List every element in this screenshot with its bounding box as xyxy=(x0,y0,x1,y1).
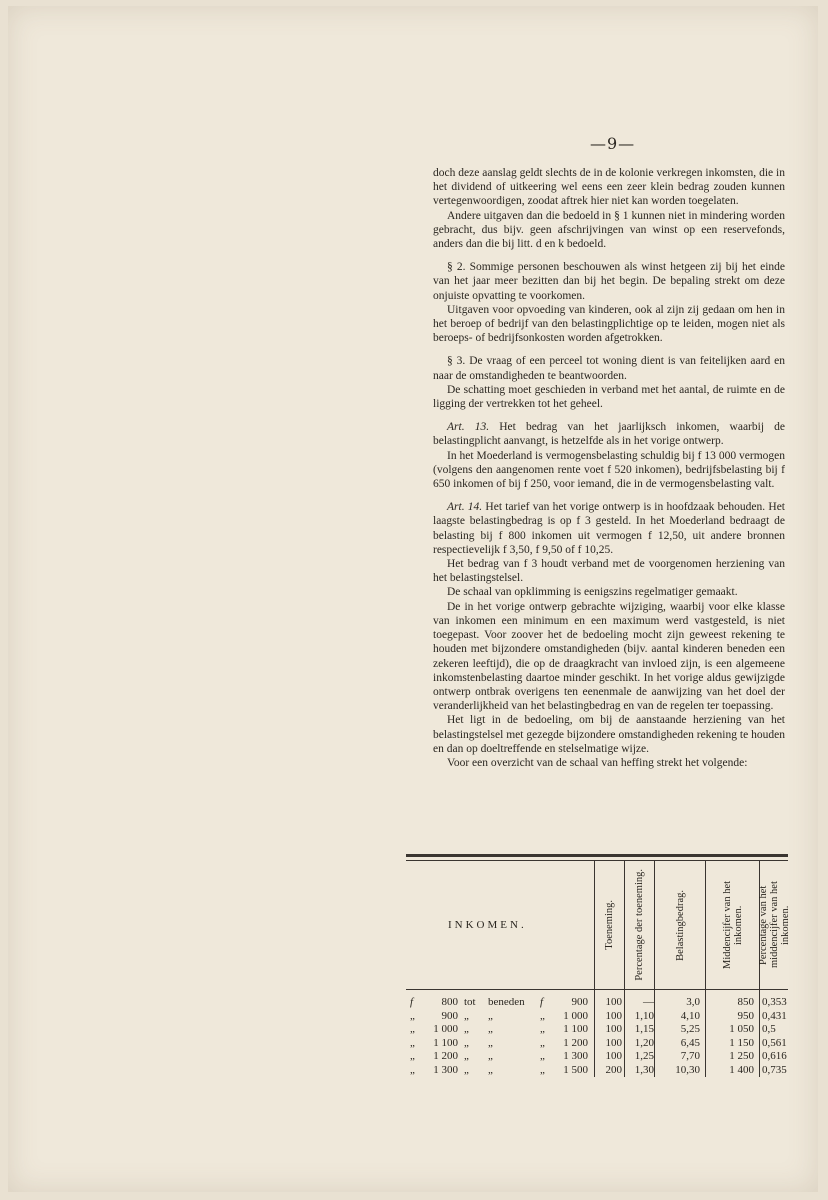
body-text xyxy=(433,166,785,770)
cell-belasting: 5,25 xyxy=(680,1023,700,1035)
paragraph-text: doch deze aanslag geldt slechts de in de kolonie verkregen inkomsten, die in het dividend of uitkeering wel eens een zeer klein bedrag zouden kunnen vertegenwoordigen, zoodat aftrek hier niet kan worden toegelaten. xyxy=(433,167,785,208)
cell-to: 1 300 xyxy=(563,1050,588,1062)
paragraph xyxy=(433,449,785,492)
cell-belasting: 4,10 xyxy=(680,1009,700,1022)
table-row xyxy=(406,1050,788,1064)
cell-pct-midden: 0,616 xyxy=(762,1050,787,1062)
cell-pct-midden: 0,353 xyxy=(762,996,787,1008)
cell-toeneming: 100 xyxy=(605,1009,622,1022)
header-percentage-toeneming: Percentage der toeneming. xyxy=(634,869,645,981)
header-belasting-cell xyxy=(654,861,705,989)
cell-belasting: 3,0 xyxy=(686,996,700,1008)
cell-pct: 1,20 xyxy=(634,1036,654,1049)
page-number: —9— xyxy=(590,134,636,153)
cell-toeneming: 200 xyxy=(605,1063,622,1076)
table-row xyxy=(406,1064,788,1078)
document-page xyxy=(8,6,818,1192)
cell-pct: — xyxy=(643,996,654,1008)
cell-tot: „ xyxy=(464,1023,469,1035)
header-percentage-cell xyxy=(624,861,654,989)
cell-midden: 950 xyxy=(737,1009,754,1022)
cell-toeneming: 100 xyxy=(605,996,622,1008)
cell-from: 800 xyxy=(441,996,458,1008)
header-percentage-middencijfer: Percentage van het middencijfer van het inkomen. xyxy=(758,881,791,969)
cell-from: 1 300 xyxy=(433,1063,458,1076)
cell-midden: 1 250 xyxy=(729,1050,754,1062)
cell-tot: „ xyxy=(464,1009,469,1022)
header-belastingbedrag: Belastingbedrag. xyxy=(674,889,686,961)
paragraph xyxy=(433,500,785,557)
cell-prefix: „ xyxy=(410,1063,415,1076)
cell-to: 1 500 xyxy=(563,1063,588,1076)
cell-pct-midden: 0,431 xyxy=(762,1009,787,1022)
paragraph-text: Andere uitgaven dan die bedoeld in § 1 kunnen niet in mindering worden gebracht, dus bijv. geen afschrijvingen van winst op een reservefonds, anders dan die bij litt. d en k bedoeld. xyxy=(433,209,785,251)
paragraph xyxy=(433,585,785,599)
cell-pct-midden: 0,5 xyxy=(762,1023,776,1035)
cell-cur: „ xyxy=(540,1063,545,1076)
cell-to: 1 100 xyxy=(563,1023,588,1035)
header-middencijfer: Middencijfer van het inkomen. xyxy=(721,880,744,970)
cell-pct: 1,30 xyxy=(634,1063,654,1076)
cell-cur: „ xyxy=(540,1009,545,1022)
cell-prefix: f xyxy=(410,996,414,1008)
cell-cur: „ xyxy=(540,1050,545,1062)
cell-cur: f xyxy=(540,996,544,1008)
table-row xyxy=(406,1023,788,1037)
cell-from: 1 000 xyxy=(433,1023,458,1035)
cell-pct: 1,25 xyxy=(634,1050,654,1062)
paragraph-text: De schatting moet geschieden in verband met het aantal, de ruimte en de ligging der vertrekken tot het geheel. xyxy=(433,383,785,411)
cell-to: 1 000 xyxy=(563,1009,588,1022)
header-toeneming-cell xyxy=(594,861,624,989)
cell-belasting: 10,30 xyxy=(675,1063,700,1076)
paragraph-text: Voor een overzicht van de schaal van heffing strekt het volgende: xyxy=(447,756,748,769)
cell-tot: tot xyxy=(464,996,476,1008)
paragraph-text: Het bedrag van het jaarlijksch inkomen, waarbij de belastingplicht aanvangt, is hetzelfde als in het vorige ontwerp. xyxy=(433,421,786,448)
paragraph-text: Het tarief van het vorige ontwerp is in hoofdzaak behouden. Het laagste belastingbedrag is op f 3 gesteld. In het Moederland bedraagt de belasting bij f 800 inkomen uit vermogen f 12,50, uit andere bronnen respectievelijk f 3,50, f 9,50 of f 10,25. xyxy=(433,501,786,556)
cell-midden: 1 150 xyxy=(729,1036,754,1049)
paragraph xyxy=(433,756,785,770)
cell-prefix: „ xyxy=(410,1009,415,1022)
table-body xyxy=(406,990,788,1077)
paragraph-text: § 2. Sommige personen beschouwen als winst hetgeen zij bij het einde van het jaar meer bezitten dan bij het begin. De bepaling strekt om deze onjuiste opvatting te voorkomen. xyxy=(433,261,785,302)
cell-toeneming: 100 xyxy=(605,1023,622,1035)
paragraph xyxy=(433,600,785,714)
cell-from: 1 100 xyxy=(433,1036,458,1049)
cell-cur: „ xyxy=(540,1036,545,1049)
cell-beneden: „ xyxy=(488,1009,493,1022)
paragraph-text: In het Moederland is vermogensbelasting schuldig bij f 13 000 vermogen (volgens den aangenomen rente voet f 520 inkomen), bedrijfsbelasting bij f 650 inkomen of bij f 250, voor iemand, die in de vermogensbelasting valt. xyxy=(433,449,785,491)
table-row xyxy=(406,996,788,1010)
tax-scale-table xyxy=(406,854,791,1077)
paragraph xyxy=(433,557,785,585)
cell-to: 900 xyxy=(571,996,588,1008)
paragraph xyxy=(433,303,785,346)
header-pct-midden-cell xyxy=(759,861,789,989)
header-inkomen: INKOMEN. xyxy=(448,919,527,931)
cell-midden: 1 400 xyxy=(729,1063,754,1076)
paragraph-text: Het bedrag van f 3 houdt verband met de voorgenomen herziening van het belastingstelsel. xyxy=(433,558,785,585)
paragraph-text: Het ligt in de bedoeling, om bij de aanstaande herziening van het belastingstelsel met gezegde bijzondere omstandigheden rekening te houden en dan op doeltreffende en stelselmatige wijze. xyxy=(433,714,785,755)
cell-pct-midden: 0,561 xyxy=(762,1036,787,1049)
paragraph xyxy=(433,713,785,756)
cell-toeneming: 100 xyxy=(605,1050,622,1062)
paragraph-text: De schaal van opklimming is eenigszins regelmatiger gemaakt. xyxy=(447,586,738,599)
cell-beneden: „ xyxy=(488,1050,493,1062)
cell-cur: „ xyxy=(540,1023,545,1035)
cell-beneden: „ xyxy=(488,1063,493,1076)
header-midden-cell xyxy=(705,861,759,989)
paragraph xyxy=(433,260,785,303)
cell-midden: 850 xyxy=(737,996,754,1008)
cell-pct: 1,10 xyxy=(634,1009,654,1022)
cell-beneden: „ xyxy=(488,1036,493,1049)
cell-pct: 1,15 xyxy=(634,1023,654,1035)
table-row xyxy=(406,1010,788,1024)
cell-pct-midden: 0,735 xyxy=(762,1063,787,1076)
paragraph xyxy=(433,166,785,209)
cell-prefix: „ xyxy=(410,1036,415,1049)
paragraph xyxy=(433,420,785,448)
cell-prefix: „ xyxy=(410,1050,415,1062)
cell-belasting: 6,45 xyxy=(680,1036,700,1049)
paragraph xyxy=(433,209,785,252)
paragraph-text: Uitgaven voor opvoeding van kinderen, ook al zijn zij gedaan om hen in het beroep of bedrijf van den belastingplichtige op te leiden, mogen niet als beroeps- of bedrijfsonkosten worden afgetrokken. xyxy=(433,303,785,345)
paragraph xyxy=(433,383,785,411)
cell-belasting: 7,70 xyxy=(680,1050,700,1062)
paragraph-text: § 3. De vraag of een perceel tot woning dient is van feitelijken aard en naar de omstandigheden te beantwoorden. xyxy=(433,355,785,382)
header-toeneming: Toeneming. xyxy=(604,900,615,950)
cell-prefix: „ xyxy=(410,1023,415,1035)
table-row xyxy=(406,1037,788,1051)
cell-from: 900 xyxy=(441,1009,458,1022)
cell-beneden: „ xyxy=(488,1023,493,1035)
article-label: Art. 14. xyxy=(447,501,483,514)
cell-from: 1 200 xyxy=(433,1050,458,1062)
cell-to: 1 200 xyxy=(563,1036,588,1049)
cell-tot: „ xyxy=(464,1063,469,1076)
cell-tot: „ xyxy=(464,1050,469,1062)
table-top-rule xyxy=(406,854,788,861)
paragraph xyxy=(433,354,785,382)
cell-tot: „ xyxy=(464,1036,469,1049)
article-label: Art. 13. xyxy=(447,421,490,434)
cell-toeneming: 100 xyxy=(605,1036,622,1049)
cell-midden: 1 050 xyxy=(729,1023,754,1035)
cell-beneden: beneden xyxy=(488,996,525,1008)
paragraph-text: De in het vorige ontwerp gebrachte wijziging, waarbij voor elke klasse van inkomen een minimum en een maximum werd vastgesteld, is niet toegepast. Voor zoover het de bedoeling mocht zijn geweest rekening te houden met bijzondere omstandigheden (bijv. aantal kinderen beneden een zekeren leeftijd), die op de draagkracht van invloed zijn, is een algemeene inkomstenbelasting daartoe minder geschikt. In het vorige aldus gewijzigde ontwerp ontbrak overigens ten eenenmale de aanwijzing van het doel der veranderlijkheid van het belastingbedrag en van de regelen ter toepassing. xyxy=(433,600,785,713)
table-header xyxy=(406,861,791,990)
